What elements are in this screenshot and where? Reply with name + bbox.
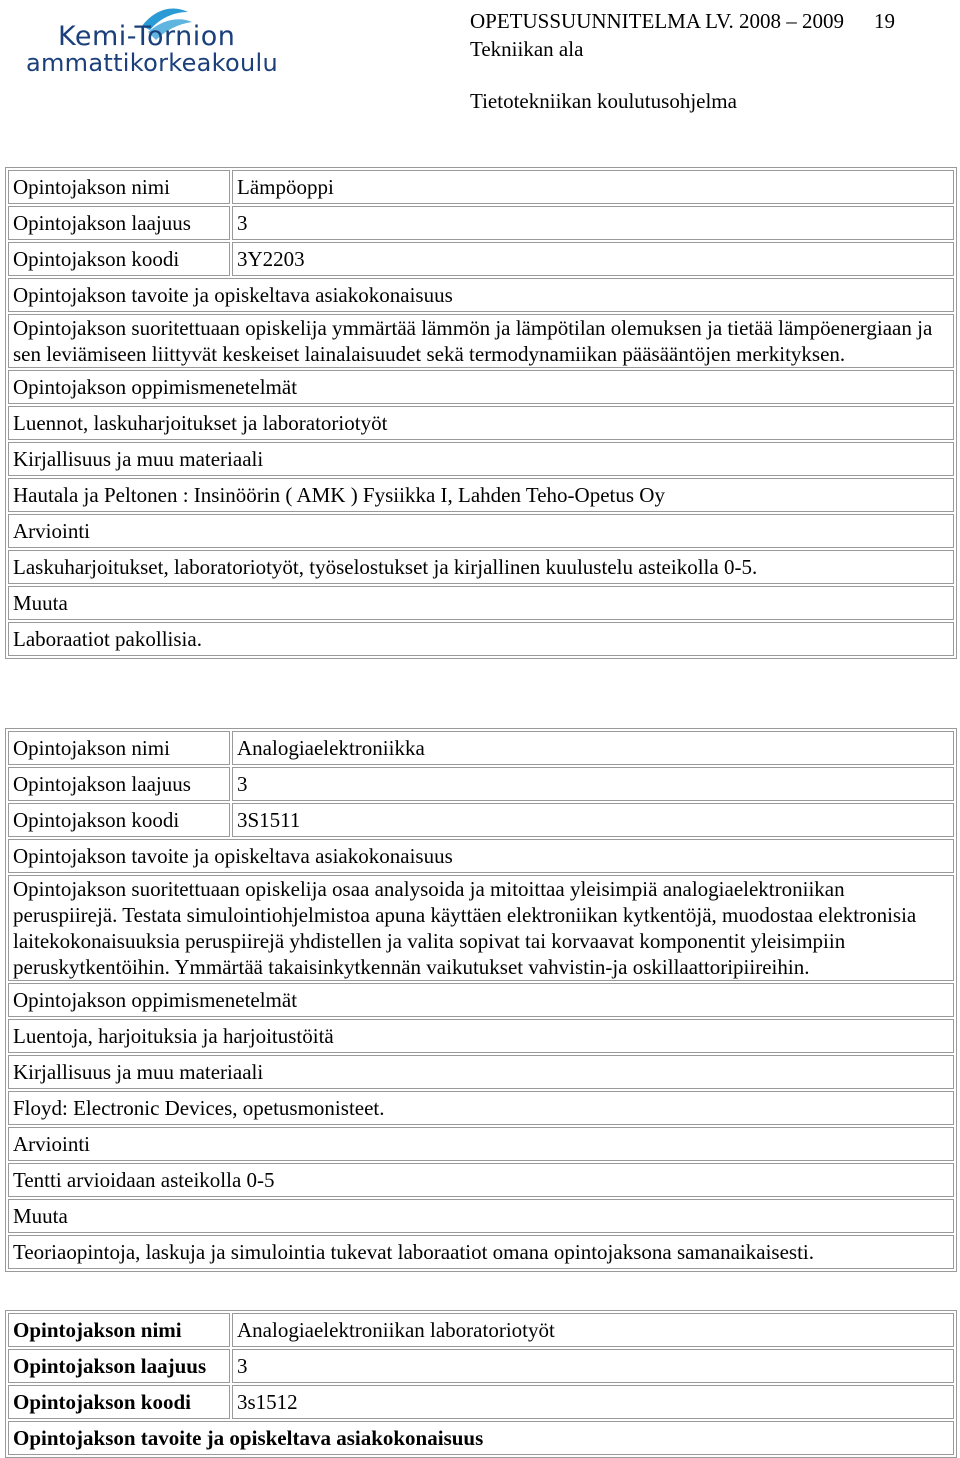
course-scope-value: 3 <box>232 767 954 801</box>
course-code-value: 3s1512 <box>232 1385 954 1419</box>
course-objectives-text: Opintojakson suoritettuaan opiskelija osaa analysoida ja mitoittaa yleisimpiä analogiaelektroniikan peruspiirejä. Testata simulointiohjelmistoa apuna käyttäen elektroniikan kytkentöjä, muodostaa elektronisia laitekokonaisuuksia peruspiirejä yhdistellen ja valita sopivat tai korvaavat komponentit yleisimpiin peruskytkentöihin. Ymmärtää takaisinkytkennän vaikutukset vahvistin-ja oskillaattoripiireihin. <box>8 875 954 981</box>
page-number: 19 <box>873 9 895 33</box>
course-code-label: Opintojakson koodi <box>8 1385 230 1419</box>
course-objectives-text: Opintojakson suoritettuaan opiskelija ymmärtää lämmön ja lämpötilan olemuksen ja tietää lämpöenergiaan ja sen leviämiseen liittyvät keskeiset lainalaisuudet sekä termodynamiikan pääsääntöjen merkityksen. <box>8 314 954 368</box>
document-title-text: OPETUSSUUNNITELMA LV. 2008 – 2009 <box>470 9 844 33</box>
course-objectives-label: Opintojakson tavoite ja opiskeltava asiakokonaisuus <box>8 1421 954 1455</box>
course-name-value: Analogiaelektroniikka <box>232 731 954 765</box>
course-objectives-label: Opintojakson tavoite ja opiskeltava asiakokonaisuus <box>8 839 954 873</box>
course-name-label: Opintojakson nimi <box>8 170 230 204</box>
course-name-label: Opintojakson nimi <box>8 1313 230 1347</box>
course-literature-text: Floyd: Electronic Devices, opetusmonisteet. <box>8 1091 954 1125</box>
document-title <box>470 9 895 33</box>
course-scope-value: 3 <box>232 1349 954 1383</box>
course-objectives-label: Opintojakson tavoite ja opiskeltava asiakokonaisuus <box>8 278 954 312</box>
course-code-value: 3S1511 <box>232 803 954 837</box>
programme-heading: Tietotekniikan koulutusohjelma <box>470 89 737 113</box>
course-name-value: Analogiaelektroniikan laboratoriotyöt <box>232 1313 954 1347</box>
course-assessment-text: Tentti arvioidaan asteikolla 0-5 <box>8 1163 954 1197</box>
course-table-1 <box>5 167 957 659</box>
course-assessment-label: Arviointi <box>8 1127 954 1161</box>
course-literature-label: Kirjallisuus ja muu materiaali <box>8 1055 954 1089</box>
course-scope-label: Opintojakson laajuus <box>8 1349 230 1383</box>
field-heading: Tekniikan ala <box>470 37 584 61</box>
logo-line-1: Kemi-Tornion <box>58 21 236 52</box>
course-methods-label: Opintojakson oppimismenetelmät <box>8 370 954 404</box>
course-methods-text: Luennot, laskuharjoitukset ja laboratoriotyöt <box>8 406 954 440</box>
course-other-label: Muuta <box>8 586 954 620</box>
course-table-3 <box>5 1310 957 1458</box>
course-table-2 <box>5 728 957 1272</box>
course-scope-label: Opintojakson laajuus <box>8 206 230 240</box>
course-assessment-text: Laskuharjoitukset, laboratoriotyöt, työselostukset ja kirjallinen kuulustelu asteikolla 0-5. <box>8 550 954 584</box>
course-name-label: Opintojakson nimi <box>8 731 230 765</box>
course-methods-label: Opintojakson oppimismenetelmät <box>8 983 954 1017</box>
course-methods-text: Luentoja, harjoituksia ja harjoitustöitä <box>8 1019 954 1053</box>
course-other-label: Muuta <box>8 1199 954 1233</box>
course-code-label: Opintojakson koodi <box>8 803 230 837</box>
school-logo <box>22 6 322 77</box>
logo-line-2: ammattikorkeakoulu <box>26 49 278 77</box>
course-assessment-label: Arviointi <box>8 514 954 548</box>
course-scope-label: Opintojakson laajuus <box>8 767 230 801</box>
course-code-value: 3Y2203 <box>232 242 954 276</box>
course-other-text: Teoriaopintoja, laskuja ja simulointia tukevat laboraatiot omana opintojaksona samanaikaisesti. <box>8 1235 954 1269</box>
course-literature-text: Hautala ja Peltonen : Insinöörin ( AMK ) Fysiikka I, Lahden Teho-Opetus Oy <box>8 478 954 512</box>
course-scope-value: 3 <box>232 206 954 240</box>
course-other-text: Laboraatiot pakollisia. <box>8 622 954 656</box>
course-name-value: Lämpöoppi <box>232 170 954 204</box>
course-code-label: Opintojakson koodi <box>8 242 230 276</box>
course-literature-label: Kirjallisuus ja muu materiaali <box>8 442 954 476</box>
